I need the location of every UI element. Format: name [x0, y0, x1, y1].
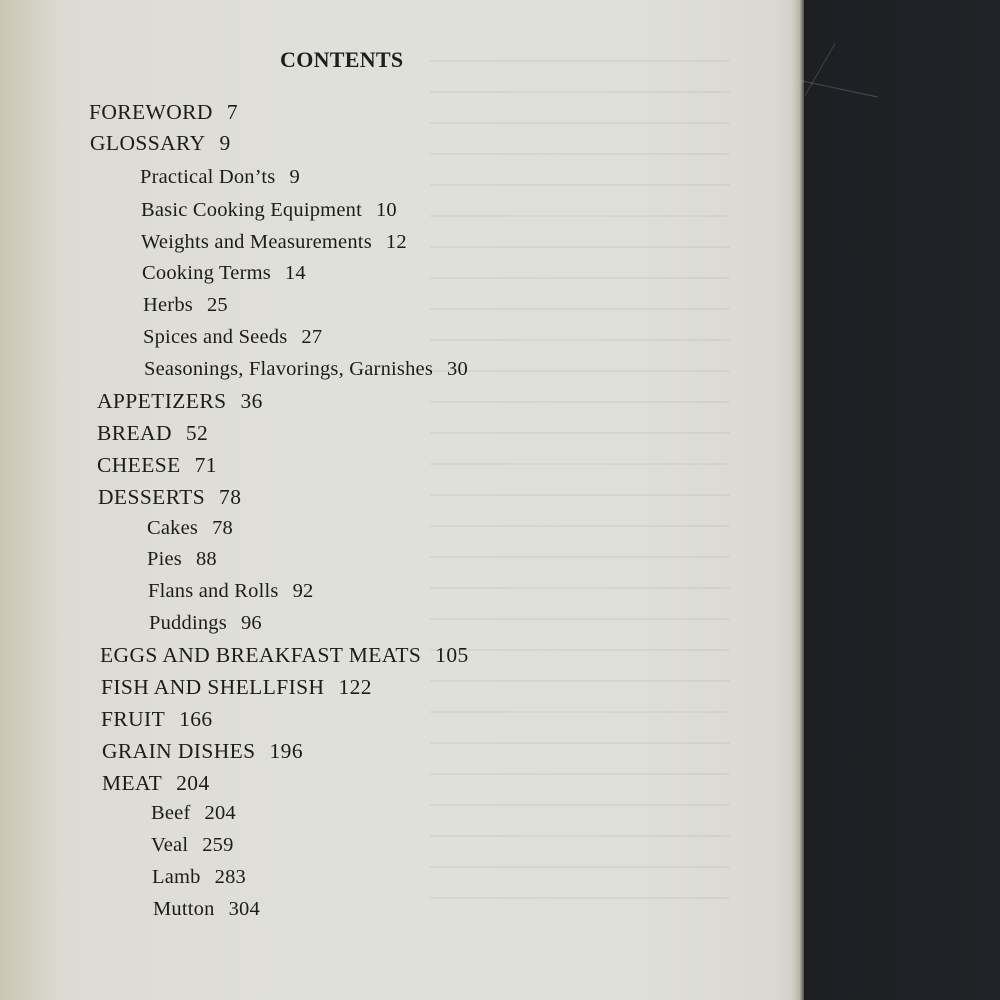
toc-entry-fish-and-shellfish — [101, 675, 372, 700]
toc-entry-flans-and-rolls — [148, 580, 313, 603]
toc-entry-spices-and-seeds — [143, 326, 322, 349]
toc-entry-page: 27 — [301, 326, 323, 348]
toc-entry-label: Flans and Rolls — [148, 580, 279, 602]
toc-entry-label: Cooking Terms — [142, 262, 271, 284]
toc-entry-meat — [102, 771, 210, 796]
toc-entry-page: 7 — [226, 100, 238, 124]
toc-entry-label: MEAT — [102, 771, 163, 795]
toc-entry-label: Weights and Measurements — [141, 231, 372, 253]
toc-entry-weights-and-measurements — [141, 231, 407, 254]
toc-entry-page: 78 — [212, 517, 234, 539]
toc-entry-pies — [147, 548, 217, 571]
toc-entry-label: FOREWORD — [89, 100, 213, 124]
toc-entry-fruit — [101, 707, 213, 732]
toc-entry-label: Practical Don’ts — [140, 166, 276, 188]
toc-entry-page: 10 — [375, 199, 397, 221]
toc-entry-herbs — [143, 294, 228, 317]
toc-entry-lamb — [152, 866, 246, 889]
toc-entry-page: 96 — [240, 612, 262, 634]
toc-entry-veal — [151, 834, 234, 857]
toc-entry-desserts — [98, 485, 241, 510]
toc-entry-label: Pies — [147, 548, 182, 570]
toc-entry-page: 12 — [385, 231, 407, 253]
toc-entry-label: Lamb — [152, 866, 201, 888]
toc-entry-cheese — [97, 453, 217, 478]
toc-entry-page: 105 — [435, 643, 469, 667]
toc-entry-seasonings — [144, 358, 468, 381]
toc-entry-beef — [151, 802, 236, 825]
toc-entry-label: BREAD — [97, 421, 172, 445]
toc-entry-appetizers — [97, 389, 263, 414]
toc-entry-label: FRUIT — [101, 707, 166, 731]
toc-entry-label: CHEESE — [97, 453, 181, 477]
page-edge — [790, 0, 804, 1000]
toc-entry-label: GRAIN DISHES — [102, 739, 256, 763]
toc-entry-label: DESSERTS — [98, 485, 206, 509]
toc-entry-page: 25 — [206, 294, 228, 316]
toc-entry-puddings — [149, 612, 262, 635]
toc-entry-label: Puddings — [149, 612, 227, 634]
toc-entry-label: Mutton — [153, 898, 215, 920]
toc-entry-page: 9 — [289, 166, 300, 188]
toc-entry-label: GLOSSARY — [90, 131, 206, 155]
toc-entry-page: 78 — [219, 485, 242, 509]
toc-entry-page: 304 — [228, 898, 260, 920]
toc-entry-page: 92 — [292, 580, 314, 602]
toc-entry-label: Seasonings, Flavorings, Garnishes — [144, 358, 434, 380]
toc-entry-page: 122 — [338, 675, 372, 699]
contents-heading: CONTENTS — [280, 47, 404, 72]
toc-entry-page: 259 — [202, 834, 234, 856]
toc-entry-label: Beef — [151, 802, 191, 824]
toc-entry-label: EGGS AND BREAKFAST MEATS — [100, 643, 422, 667]
toc-entry-page: 30 — [447, 358, 468, 380]
toc-entry-label: FISH AND SHELLFISH — [101, 675, 325, 699]
toc-entry-page: 36 — [240, 389, 263, 413]
toc-entry-page: 88 — [195, 548, 217, 570]
toc-entry-practical-donts — [140, 166, 300, 189]
toc-entry-page: 283 — [214, 866, 246, 888]
toc-entry-page: 204 — [204, 802, 236, 824]
toc-entry-label: Herbs — [143, 294, 193, 316]
toc-entry-label: Spices and Seeds — [143, 326, 288, 348]
toc-entry-foreword — [89, 100, 238, 125]
toc-entry-bread — [97, 421, 208, 446]
toc-entry-label: Cakes — [147, 517, 199, 539]
toc-entry-page: 71 — [194, 453, 217, 477]
toc-entry-page: 14 — [284, 262, 306, 284]
toc-entry-glossary — [90, 131, 231, 156]
toc-entry-eggs-and-breakfast-meats — [100, 643, 469, 668]
toc-entry-page: 196 — [269, 739, 303, 763]
toc-entry-label: Basic Cooking Equipment — [141, 199, 362, 221]
toc-entry-page: 9 — [219, 131, 231, 155]
toc-entry-label: Veal — [151, 834, 189, 856]
background-crease — [805, 43, 836, 95]
toc-entry-label: APPETIZERS — [97, 389, 227, 413]
toc-entry-cakes — [147, 517, 233, 540]
toc-entry-page: 204 — [176, 771, 210, 795]
toc-entry-page: 166 — [179, 707, 213, 731]
toc-entry-basic-cooking-equipment — [141, 199, 397, 222]
toc-entry-page: 52 — [185, 421, 209, 445]
toc-entry-grain-dishes — [102, 739, 303, 764]
toc-entry-cooking-terms — [142, 262, 306, 285]
toc-entry-mutton — [153, 898, 260, 921]
